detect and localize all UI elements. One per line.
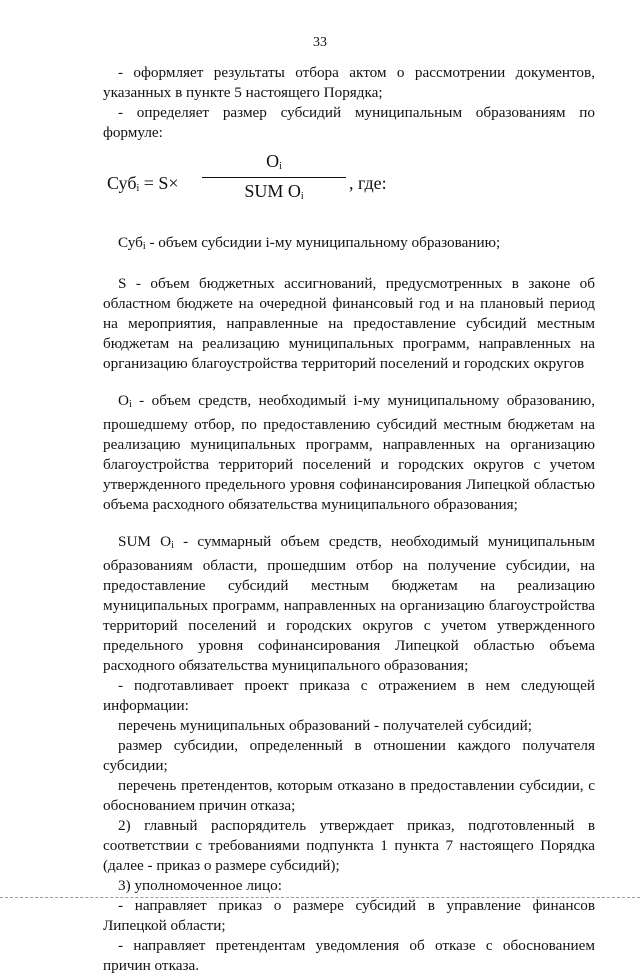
paragraph: перечень муниципальных образований - получателей субсидий;	[118, 717, 532, 734]
formula-fraction	[202, 151, 346, 207]
formula-rhs: , где:	[349, 173, 387, 193]
document-body	[103, 63, 595, 976]
paragraph: - направляет претендентам уведомления об отказе с обоснованием причин отказа.	[103, 937, 595, 974]
formula-lhs: Суб$_i$ = S×	[107, 173, 179, 194]
definition-sum-o-i: SUM $O_i$ - суммарный объем средств, необходимый муниципальным образованиям области, прошедшим отбор на получение субсидии, на предоставление субсидий местным бюджетам на реализацию муниципальных программ, направленных на организацию благоустройства территорий поселений и городских округов с учетом утвержденного предельного уровня софинансирования Липецкой областью объема расходного обязательства муниципального образования;	[103, 533, 596, 674]
formula-denominator: SUM $O_i$	[244, 181, 304, 202]
page-bottom-border	[0, 897, 640, 898]
page-number: 33	[313, 35, 327, 50]
paragraph: - направляет приказ о размере субсидий в управление финансов Липецкой области;	[103, 897, 595, 934]
definition-sub-i: Суб$_i$ - объем субсидии i-му муниципальному образованию;	[118, 234, 501, 252]
paragraph: перечень претендентов, которым отказано в предоставлении субсидии, с обоснованием причин отказа;	[103, 777, 595, 814]
definition-o-i: $O_i$ - объем средств, необходимый i-му муниципальному образованию, прошедшему отбор, по предоставлению субсидий местным бюджетам на реализацию муниципальных программ, направленных на организацию благоустройства территорий поселений и городских округов с учетом утвержденного предельного уровня софинансирования Липецкой областью объема расходного обязательства муниципального образования;	[103, 392, 595, 513]
paragraph: 2) главный распорядитель утверждает приказ, подготовленный в соответствии с требованиями подпункта 1 пункта 7 настоящего Порядка (далее - приказ о размере субсидий);	[103, 817, 595, 874]
fraction-bar	[202, 177, 346, 178]
paragraph: - определяет размер субсидий муниципальным образованиям по формуле:	[103, 104, 595, 141]
paragraph: - подготавливает проект приказа с отражением в нем следующей информации:	[103, 677, 595, 714]
definition-s: S - объем бюджетных ассигнований, предусмотренных в законе об областном бюджете на очередной финансовый год и на плановый период на мероприятия, направленные на предоставление субсидий местным бюджетам на реализацию муниципальных программ, направленных на организацию благоустройства территорий поселений и городских округов	[103, 275, 595, 372]
paragraph: 3) уполномоченное лицо:	[118, 877, 282, 894]
paragraph: размер субсидии, определенный в отношении каждого получателя субсидии;	[103, 737, 595, 774]
paragraph: - оформляет результаты отбора актом о рассмотрении документов, указанных в пункте 5 настоящего Порядка;	[103, 64, 595, 101]
formula-numerator: $O_i$	[266, 151, 282, 172]
subsidy-formula	[103, 147, 595, 233]
